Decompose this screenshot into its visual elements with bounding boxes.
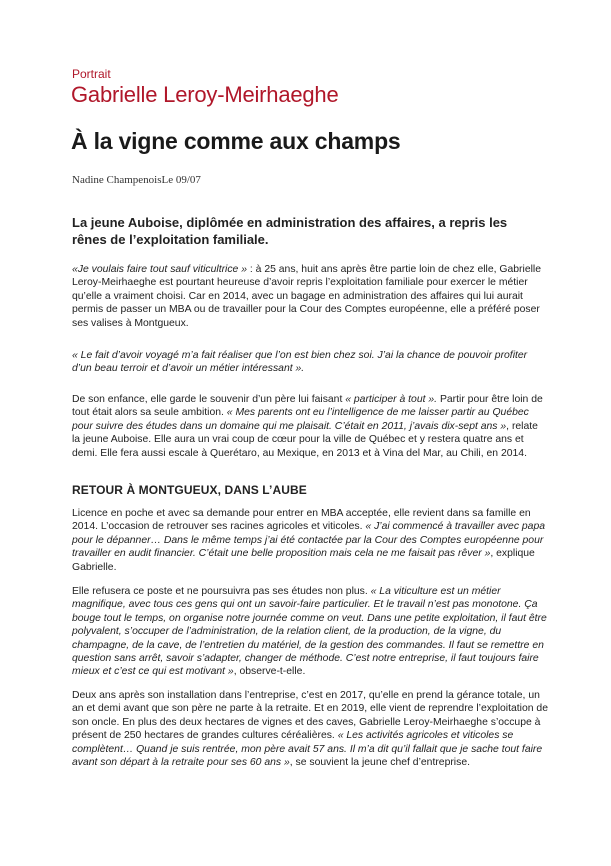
- paragraph-run: , explique Gabrielle.: [72, 548, 535, 573]
- paragraph-run: : à 25 ans, huit ans après être partie loin de chez elle, Gabrielle Leroy-Meirhaeghe est pourtant heureuse d’avoir repris l’exploitation familiale pour exercer le métier qu’elle a vraiment choisi. Car en 2014, avec un bagage en administration des affaires qui lui aurait permis de passer un MBA ou de travailler pour la Cour des Comptes européenne, elle a préféré poser ses valises à Montgueux.: [72, 264, 541, 329]
- paragraph-6: [72, 689, 548, 769]
- article-byline: Nadine ChampenoisLe 09/07: [72, 174, 201, 186]
- paragraph-run: Elle refusera ce poste et ne poursuivra pas ses études non plus.: [72, 586, 371, 597]
- paragraph-run: , se souvient la jeune chef d’entreprise.: [289, 757, 470, 769]
- article-subject: Gabrielle Leroy-Meirhaeghe: [71, 82, 339, 107]
- paragraph-1: [72, 263, 548, 330]
- paragraph-run: « Les activités agricoles et viticoles se complètent… Quand je suis rentrée, mon père avait 57 ans. Il m’a dit qu’il fallait que je sache tout faire avant son départ à la retraite pour ses 60 ans »: [72, 730, 543, 769]
- paragraph-run: , observe-t-elle.: [233, 666, 306, 678]
- article-rubric: Portrait: [72, 67, 111, 81]
- paragraph-run: «Je voulais faire tout sauf viticultrice »: [72, 264, 247, 275]
- paragraph-run: Deux ans après son installation dans l’entreprise, c’est en 2017, qu’elle en prend la gérance totale, un an et demi avant que son père ne parte à la retraite. Et en 2019, elle vient de reprendre l’exploitation de son oncle. En plus des deux hectares de vignes et des caves, Gabrielle Leroy-Meirhaeghe s’occupe à présent de 250 hectares de grandes cultures céréalières.: [72, 690, 548, 742]
- paragraph-run: , relate la jeune Auboise. Elle aura un vrai coup de cœur pour la ville de Québec et y restera quatre ans et demi. Elle fera aussi escale à Querétaro, au Mexique, en 2013 et à Vina del Mar, au Chili, en 2014.: [72, 420, 538, 459]
- paragraph-run: Partir pour être loin de tout était alors sa seule ambition.: [72, 394, 543, 419]
- paragraph-4: [72, 507, 548, 574]
- paragraph-run: « J’ai commencé à travailler avec papa pour le dépanner… Dans le même temps j’ai été contactée par la Cour des Comptes européenne pour travailler en audit financier. C’était une belle proposition mais cela ne me faisait pas rêver »: [72, 521, 546, 560]
- article-lede: La jeune Auboise, diplômée en administration des affaires, a repris les rênes de l’exploitation familiale.: [72, 215, 508, 247]
- paragraph-run: « participer à tout ».: [345, 394, 438, 405]
- article-headline: À la vigne comme aux champs: [71, 128, 401, 154]
- paragraph-3: [72, 393, 548, 460]
- paragraph-run: De son enfance, elle garde le souvenir d’un père lui faisant: [72, 394, 346, 405]
- paragraph-run: Licence en poche et avec sa demande pour entrer en MBA acceptée, elle revient dans sa famille en 2014. L’occasion de retrouver ses racines agricoles et viticoles.: [72, 508, 531, 533]
- paragraph-2: [72, 349, 548, 376]
- paragraph-run: « Le fait d’avoir voyagé m’a fait réaliser que l’on est bien chez soi. J’ai la chance de pouvoir profiter d’un beau terroir et d’avoir un métier intéressant ».: [72, 350, 528, 375]
- paragraph-5: [72, 585, 548, 679]
- paragraph-run: « La viticulture est un métier magnifique, avec tous ces gens qui ont un savoir-faire particulier. Et le travail n’est pas monotone. Ça bouge tout le temps, on organise notre journée comme on veut. Dans une petite exploitation, il faut être polyvalent, s’occuper de l’administration, de la relation client, de la production, de la vigne, du champagne, de la cave, de l’entretien du matériel, de la gestion des commandes. Il faut se remettre en question sans arrêt, savoir s’adapter, changer de méthode. C’est notre entreprise, il faut toujours faire mieux et c’est ce qui est motivant »: [72, 586, 547, 678]
- section-subhead: RETOUR À MONTGUEUX, DANS L’AUBE: [72, 483, 307, 497]
- paragraph-run: « Mes parents ont eu l’intelligence de me laisser partir au Québec pour suivre des études dans un domaine qui me plaisait. C’était en 2011, j’avais dix-sept ans »: [72, 407, 529, 432]
